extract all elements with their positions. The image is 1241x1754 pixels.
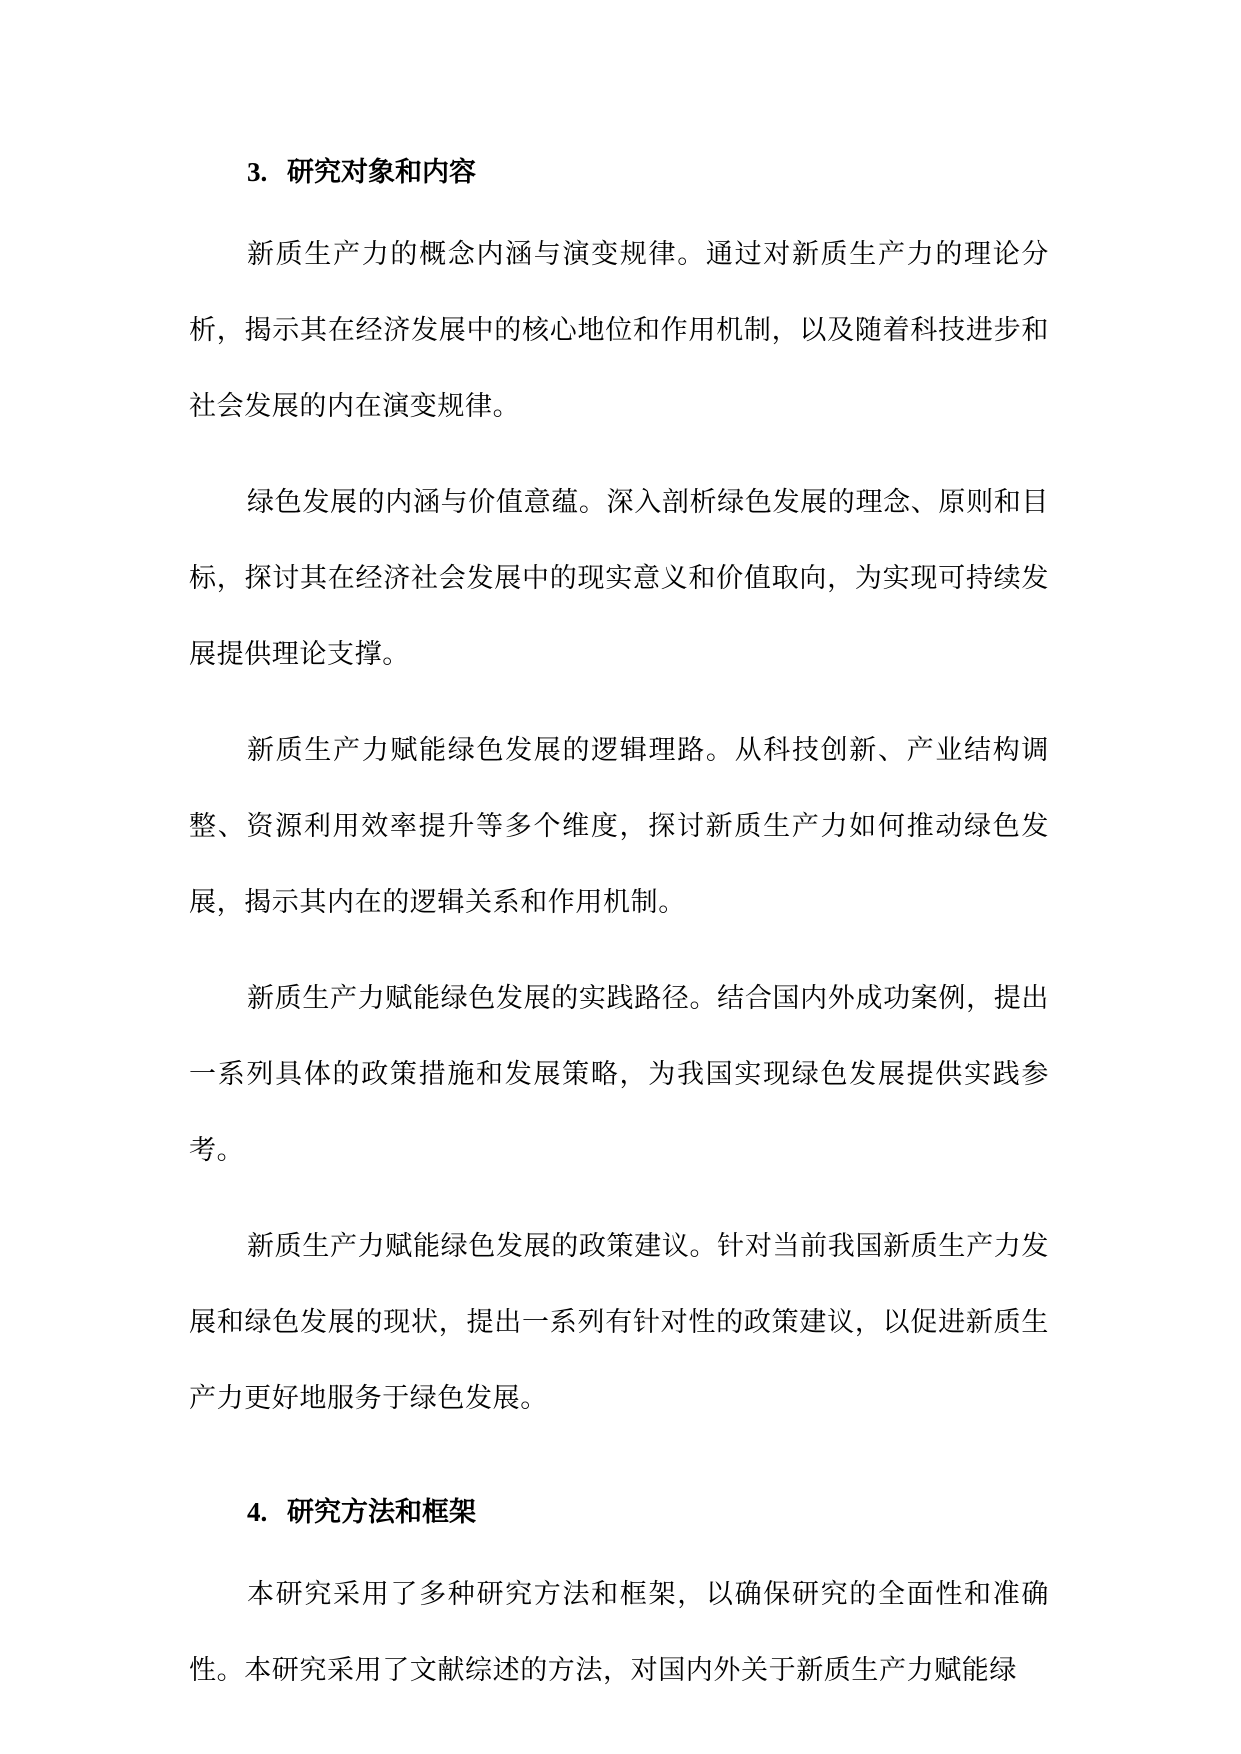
section-heading-4 xyxy=(189,1482,1049,1542)
section-title: 研究对象和内容 xyxy=(287,157,476,188)
body-paragraph: 新质生产力的概念内涵与演变规律。通过对新质生产力的理论分析，揭示其在经济发展中的核心地位和作用机制，以及随着科技进步和社会发展的内在演变规律。 xyxy=(189,239,1049,422)
body-paragraph: 新质生产力赋能绿色发展的政策建议。针对当前我国新质生产力发展和绿色发展的现状，提出一系列有针对性的政策建议，以促进新质生产力更好地服务于绿色发展。 xyxy=(189,1231,1049,1414)
section-title: 研究方法和框架 xyxy=(287,1497,476,1528)
body-paragraph: 本研究采用了多种研究方法和框架，以确保研究的全面性和准确性。本研究采用了文献综述的方法，对国内外关于新质生产力赋能绿 xyxy=(189,1579,1049,1686)
body-paragraph: 新质生产力赋能绿色发展的逻辑理路。从科技创新、产业结构调整、资源利用效率提升等多个维度，探讨新质生产力如何推动绿色发展，揭示其内在的逻辑关系和作用机制。 xyxy=(189,735,1049,918)
document-body xyxy=(189,142,1049,1709)
body-paragraph: 新质生产力赋能绿色发展的实践路径。结合国内外成功案例，提出一系列具体的政策措施和发展策略，为我国实现绿色发展提供实践参考。 xyxy=(189,983,1049,1166)
section-heading-3 xyxy=(189,142,1049,202)
section-number: 4. xyxy=(247,1497,268,1527)
body-paragraph: 绿色发展的内涵与价值意蕴。深入剖析绿色发展的理念、原则和目标，探讨其在经济社会发展中的现实意义和价值取向，为实现可持续发展提供理论支撑。 xyxy=(189,487,1049,670)
section-number: 3. xyxy=(247,157,268,187)
